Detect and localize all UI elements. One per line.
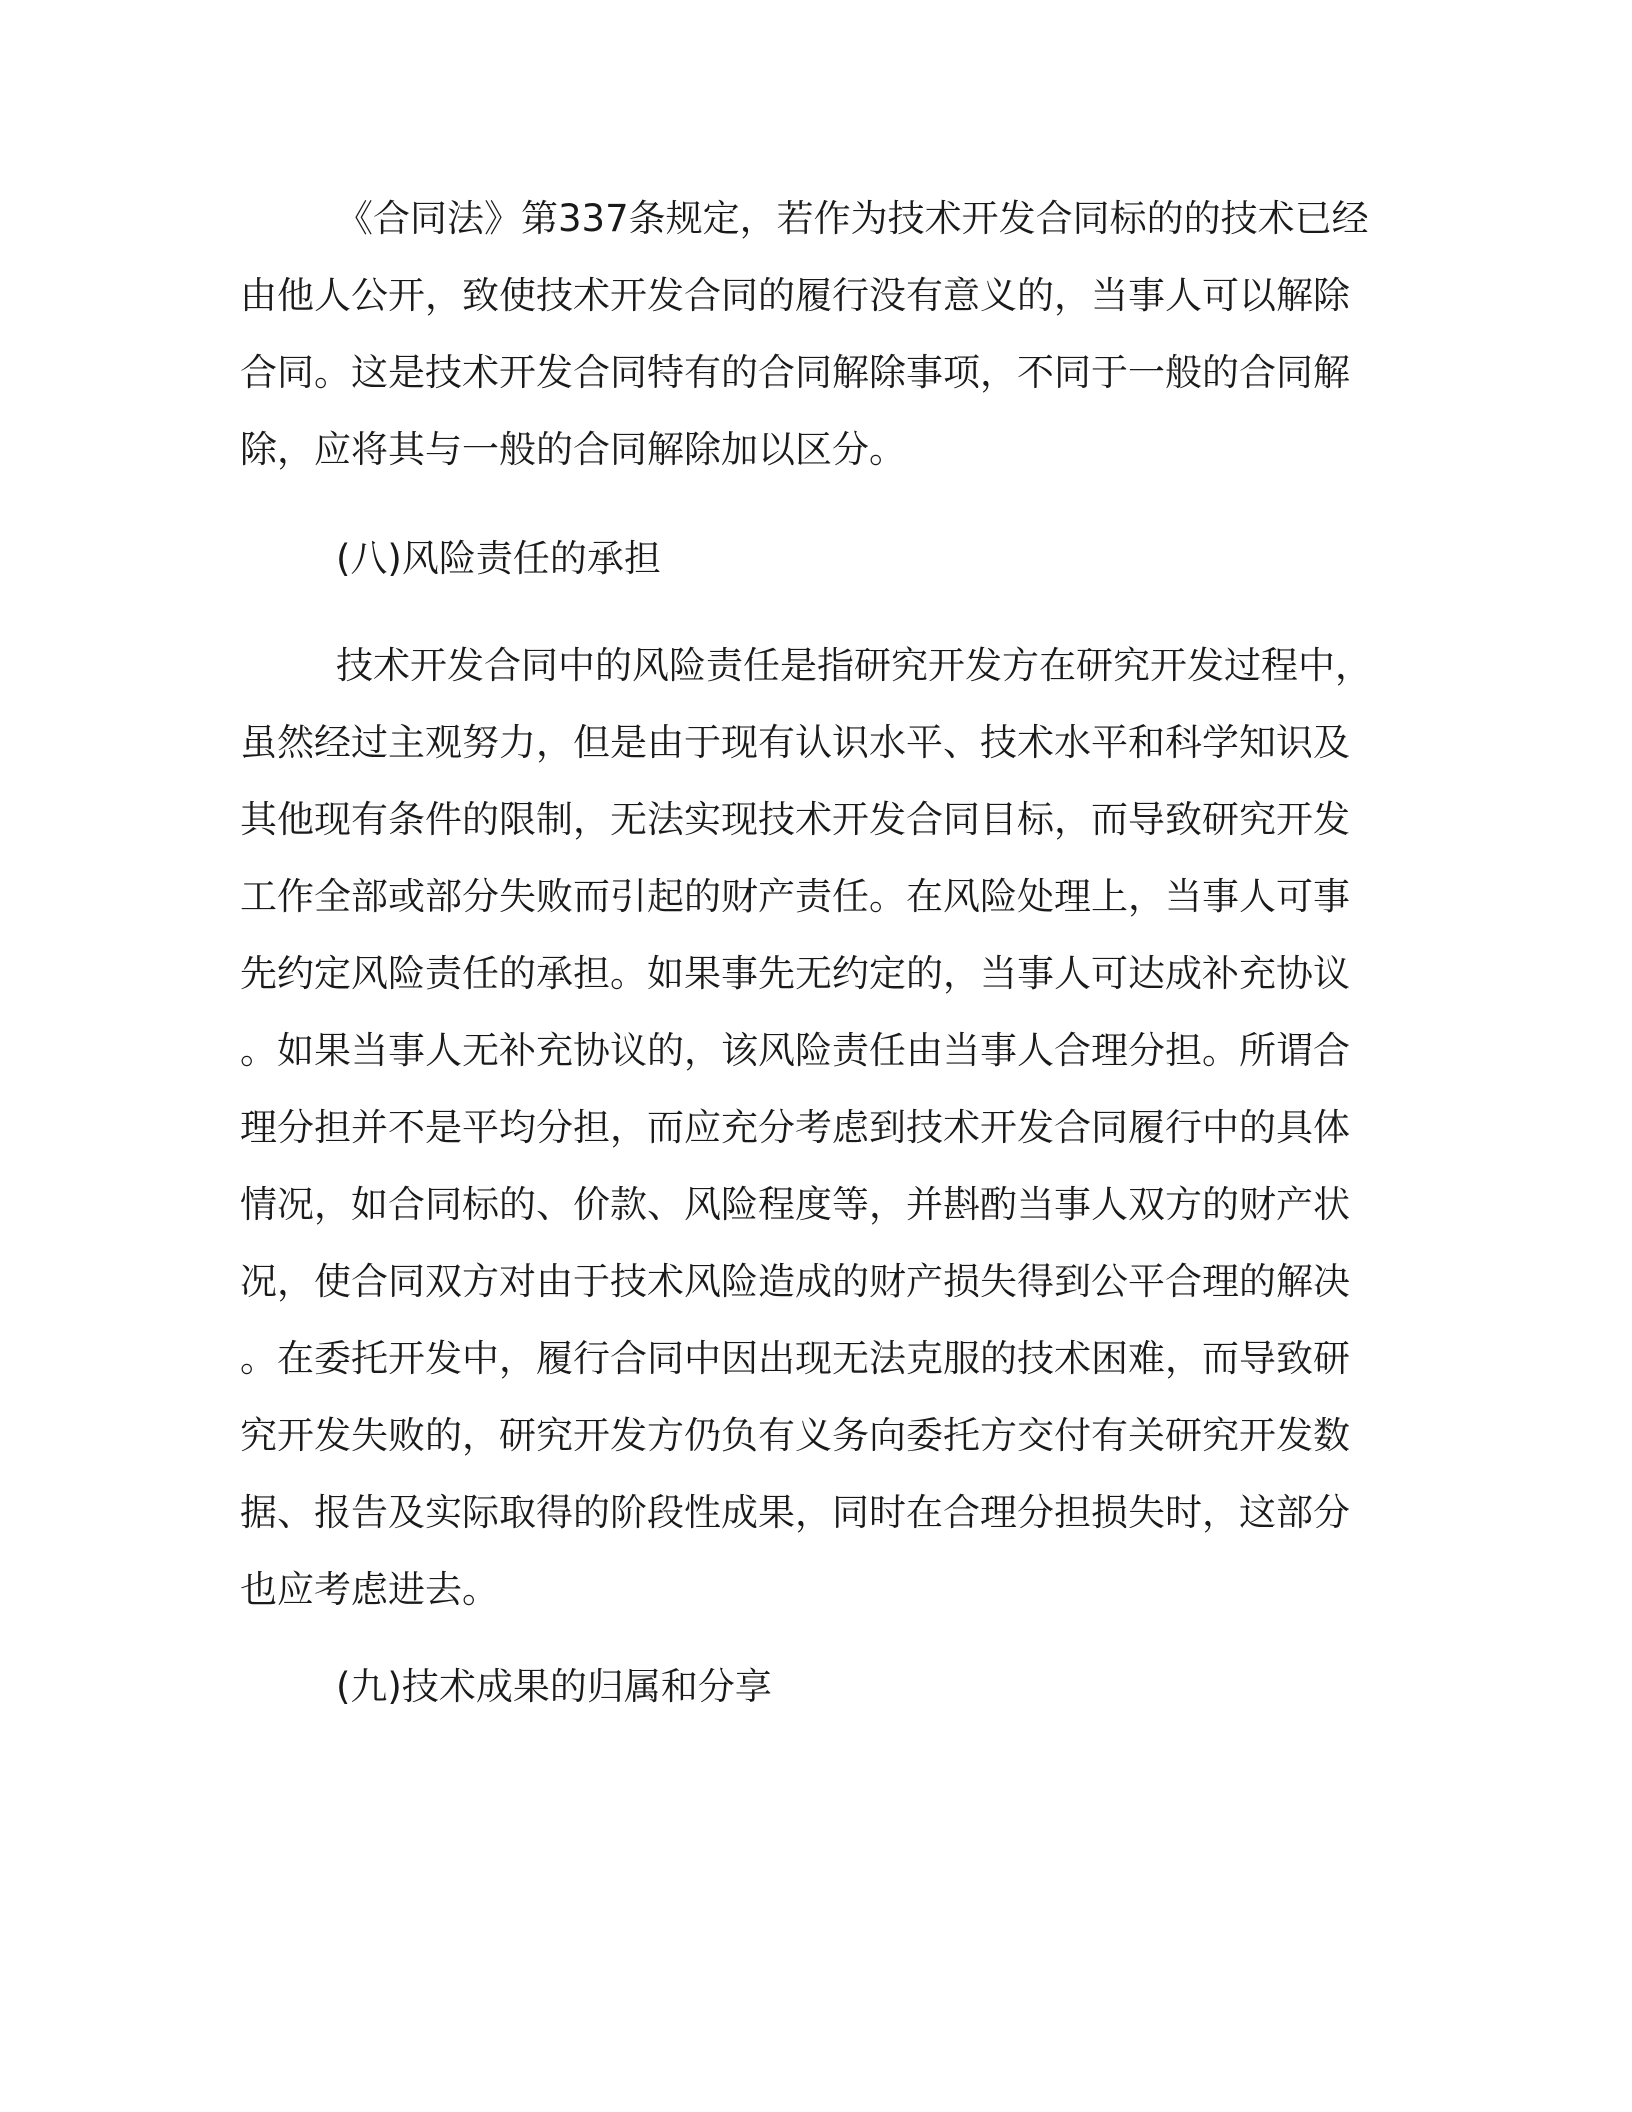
section-heading-9: (九)技术成果的归属和分享 bbox=[336, 1665, 772, 1708]
section-heading-8: (八)风险责任的承担 bbox=[336, 537, 661, 580]
paragraph-contract-law-337: 《合同法》第337条规定，若作为技术开发合同标的的技术已经由他人公开，致使技术开发合同的履行没有意义的，当事人可以解除合同。这是技术开发合同特有的合同解除事项，不同于一般的合同解除，应将其与一般的合同解除加以区分。 bbox=[240, 197, 1369, 471]
paragraph-risk-liability: 技术开发合同中的风险责任是指研究开发方在研究开发过程中，虽然经过主观努力，但是由于现有认识水平、技术水平和科学知识及其他现有条件的限制，无法实现技术开发合同目标，而导致研究开发工作全部或部分失败而引起的财产责任。在风险处理上，当事人可事先约定风险责任的承担。如果事先无约定的，当事人可达成补充协议。如果当事人无补充协议的，该风险责任由当事人合理分担。所谓合理分担并不是平均分担，而应充分考虑到技术开发合同履行中的具体情况，如合同标的、价款、风险程度等，并斟酌当事人双方的财产状况，使合同双方对由于技术风险造成的财产损失得到公平合理的解决。在委托开发中，履行合同中因出现无法克服的技术困难，而导致研究开发失败的，研究开发方仍负有义务向委托方交付有关研究开发数据、报告及实际取得的阶段性成果，同时在合理分担损失时，这部分也应考虑进去。 bbox=[240, 644, 1372, 1611]
